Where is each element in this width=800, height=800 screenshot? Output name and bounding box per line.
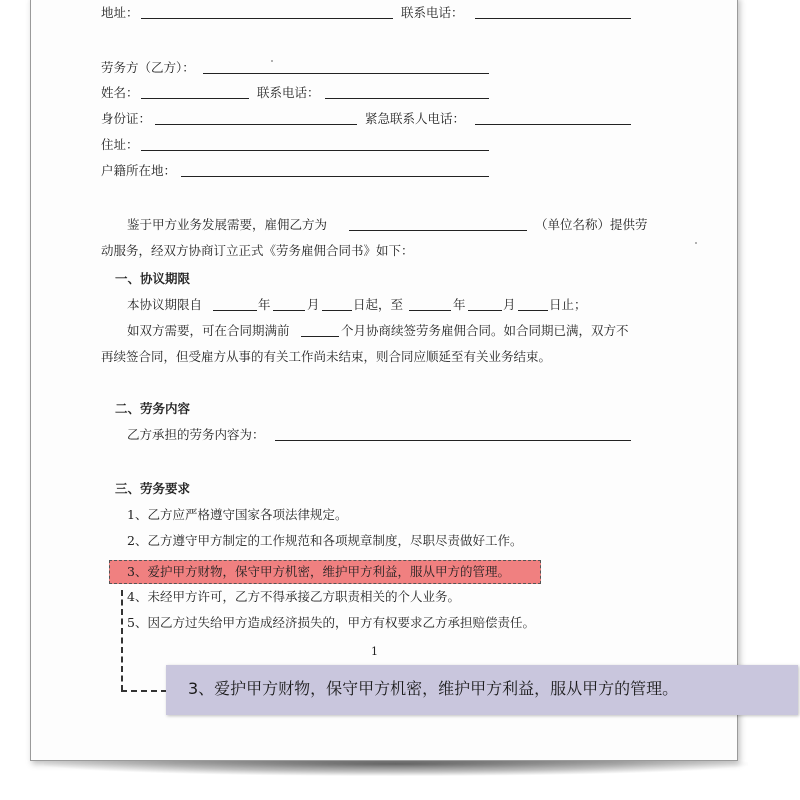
- page-number: 1: [371, 645, 378, 658]
- party-b-name-blank: [203, 73, 489, 74]
- party-b-id-blank: [155, 124, 357, 125]
- party-b-phone-blank: [325, 98, 489, 99]
- content-label: 乙方承担的劳务内容为：: [127, 427, 265, 442]
- term-end-label: 日止；: [549, 297, 587, 312]
- section2-heading: 二、劳务内容: [115, 401, 191, 416]
- preamble-line1-a: 鉴于甲方业务发展需要，雇佣乙方为: [127, 217, 328, 232]
- callout-box: [166, 665, 798, 715]
- renew-text-a: 如双方需要，可在合同期满前: [127, 323, 290, 338]
- party-b-emergency-blank: [475, 124, 631, 125]
- term-end-month-label: 月: [503, 297, 516, 312]
- renew-text-c: 再续签合同，但受雇方从事的有关工作尚未结束，则合同应顺延至有关业务结束。: [101, 349, 552, 364]
- end-month-blank: [468, 310, 502, 311]
- party-b-emergency-label: 紧急联系人电话：: [365, 111, 466, 126]
- preamble-line1-b: （单位名称）提供劳: [535, 217, 648, 232]
- party-b-phone-label: 联系电话：: [257, 85, 320, 100]
- party-a-phone-blank: [475, 18, 631, 19]
- renew-months-blank: [301, 336, 339, 337]
- end-year-blank: [409, 310, 451, 311]
- party-a-address-blank: [141, 18, 393, 19]
- term-month-label: 月: [307, 297, 320, 312]
- requirement-item: 5、因乙方过失给甲方造成经济损失的，甲方有权要求乙方承担赔偿责任。: [127, 615, 535, 630]
- term-to-label: 日起，至: [353, 297, 404, 312]
- party-b-title: 劳务方（乙方）：: [101, 60, 195, 75]
- callout-connector-vertical: [121, 590, 123, 691]
- party-b-person-blank: [141, 98, 249, 99]
- renew-text-b: 个月协商续签劳务雇佣合同。如合同期已满，双方不: [341, 323, 629, 338]
- requirement-item-highlighted: 3、爱护甲方财物，保守甲方机密，维护甲方利益，服从甲方的管理。: [127, 564, 510, 579]
- party-b-id-label: 身份证：: [101, 111, 152, 126]
- requirement-item: 2、乙方遵守甲方制定的工作规范和各项规章制度，尽职尽责做好工作。: [127, 533, 523, 548]
- start-year-blank: [213, 310, 257, 311]
- content-blank: [275, 440, 631, 441]
- term-end-year-label: 年: [453, 297, 466, 312]
- party-a-phone-label: 联系电话：: [401, 5, 464, 20]
- scan-speck: [695, 242, 697, 244]
- callout-text: 3、爱护甲方财物，保守甲方机密，维护甲方利益，服从甲方的管理。: [188, 679, 679, 698]
- requirement-item: 1、乙方应严格遵守国家各项法律规定。: [127, 507, 348, 522]
- end-day-blank: [518, 310, 548, 311]
- term-start-label: 本协议期限自: [127, 297, 203, 312]
- scan-speck: [271, 60, 273, 62]
- callout-connector-horizontal: [121, 690, 167, 692]
- party-b-address-blank: [141, 150, 489, 151]
- start-month-blank: [273, 310, 305, 311]
- party-b-domicile-label: 户籍所在地：: [101, 163, 177, 178]
- party-b-domicile-blank: [181, 176, 489, 177]
- preamble-line2: 动服务，经双方协商订立正式《劳务雇佣合同书》如下：: [101, 243, 414, 258]
- term-year-label: 年: [258, 297, 271, 312]
- preamble-unit-blank: [349, 230, 527, 231]
- party-a-address-label: 地址：: [101, 5, 139, 20]
- requirement-item: 4、未经甲方许可，乙方不得承接乙方职责相关的个人业务。: [127, 589, 460, 604]
- party-b-address-label: 住址：: [101, 137, 139, 152]
- party-b-name-label: 姓名：: [101, 85, 139, 100]
- contract-page: [30, 0, 738, 761]
- start-day-blank: [322, 310, 352, 311]
- section1-heading: 一、协议期限: [115, 271, 191, 286]
- section3-heading: 三、劳务要求: [115, 481, 191, 496]
